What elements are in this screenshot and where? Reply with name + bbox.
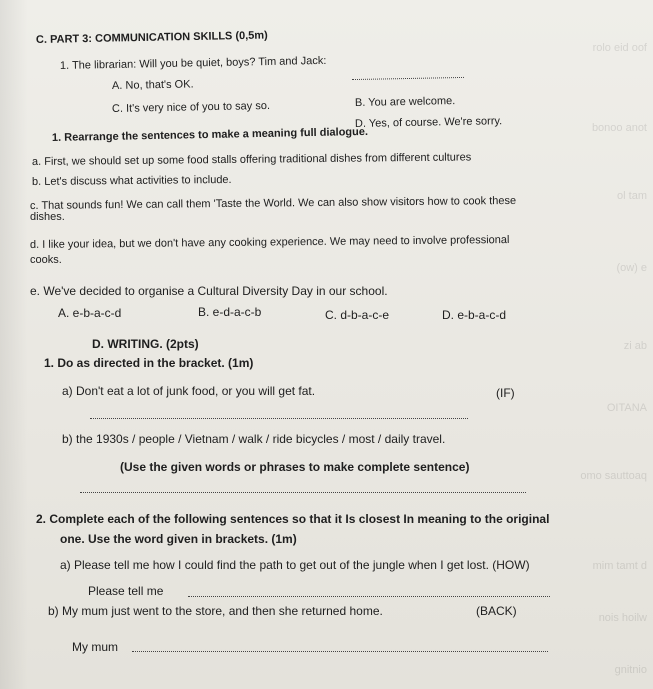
writing-q1a: a) Don't eat a lot of junk food, or you will get fat. [62, 384, 316, 398]
rearrange-option-c: C. d-b-a-c-e [325, 308, 390, 322]
writing-q1-heading: 1. Do as directed in the bracket. (1m) [44, 356, 254, 370]
writing-q2b-tag: (BACK) [476, 604, 517, 618]
writing-q2b: b) My mum just went to the store, and then she returned home. [48, 604, 383, 618]
sentence-c-line1: c. That sounds fun! We can call them 'Taste the World. We can also show visitors how to cook these [29, 194, 517, 212]
bleed-through-text: zi ab [623, 340, 647, 352]
bleed-through-text: gnitnio [614, 664, 647, 676]
writing-q2-heading-line1: 2. Complete each of the following sentences so that it Is closest In meaning to the original [36, 512, 550, 526]
writing-q1b: b) the 1930s / people / Vietnam / walk / ride bicycles / most / daily travel. [62, 432, 446, 446]
page-shadow [0, 0, 28, 689]
sentence-a: a. First, we should set up some food stalls offering traditional dishes from different cultures [31, 151, 472, 168]
bleed-through-text: OITANA [606, 402, 647, 414]
sentence-e: e. We've decided to organise a Cultural Diversity Day in our school. [30, 284, 388, 298]
rearrange-option-d: D. e-b-a-c-d [442, 308, 507, 322]
option-d: D. Yes, of course. We're sorry. [354, 115, 503, 130]
writing-q1a-tag: (IF) [496, 386, 515, 400]
rearrange-option-b: B. e-d-a-c-b [198, 305, 262, 319]
bleed-through-text: omo sauttoaq [580, 470, 647, 482]
answer-line-q1a[interactable] [90, 418, 468, 419]
bleed-through-text: ol tam [617, 190, 647, 202]
sentence-b: b. Let's discuss what activities to include. [31, 173, 232, 188]
bleed-through-text: rolo eid oof [592, 42, 647, 54]
option-b: B. You are welcome. [354, 95, 456, 109]
answer-line-q2b[interactable] [132, 651, 548, 652]
writing-q2a-start: Please tell me [88, 584, 164, 598]
bleed-through-text: nois hoilw [598, 612, 647, 624]
bleed-through-text: (ow) e [616, 262, 647, 274]
bleed-through-text: mim tamt d [592, 560, 647, 572]
question-1-text: 1. The librarian: Will you be quiet, boys? Tim and Jack: [59, 54, 327, 72]
writing-heading: D. WRITING. (2pts) [92, 337, 199, 351]
rearrange-heading: 1. Rearrange the sentences to make a meaning full dialogue. [51, 125, 369, 144]
sentence-d-line1: d. I like your idea, but we don't have any cooking experience. We may need to involve professional [29, 233, 510, 251]
rearrange-option-a: A. e-b-a-c-d [58, 306, 122, 320]
part3-heading: C. PART 3: COMMUNICATION SKILLS (0,5m) [35, 29, 268, 46]
writing-q2a: a) Please tell me how I could find the path to get out of the jungle when I get lost. (HOW) [60, 558, 530, 572]
option-a: A. No, that's OK. [111, 78, 194, 92]
answer-line-q2a[interactable] [188, 596, 550, 597]
bleed-through-text: bonoo anot [591, 122, 647, 134]
writing-q2b-start: My mum [72, 640, 118, 654]
answer-line-q1b[interactable] [80, 492, 526, 493]
sentence-c-line2: dishes. [30, 211, 65, 223]
writing-q1b-instruction: (Use the given words or phrases to make complete sentence) [120, 460, 470, 474]
writing-q2-heading-line2: one. Use the word given in brackets. (1m) [60, 532, 297, 546]
option-c: C. It's very nice of you to say so. [111, 99, 271, 115]
sentence-d-line2: cooks. [30, 254, 62, 266]
